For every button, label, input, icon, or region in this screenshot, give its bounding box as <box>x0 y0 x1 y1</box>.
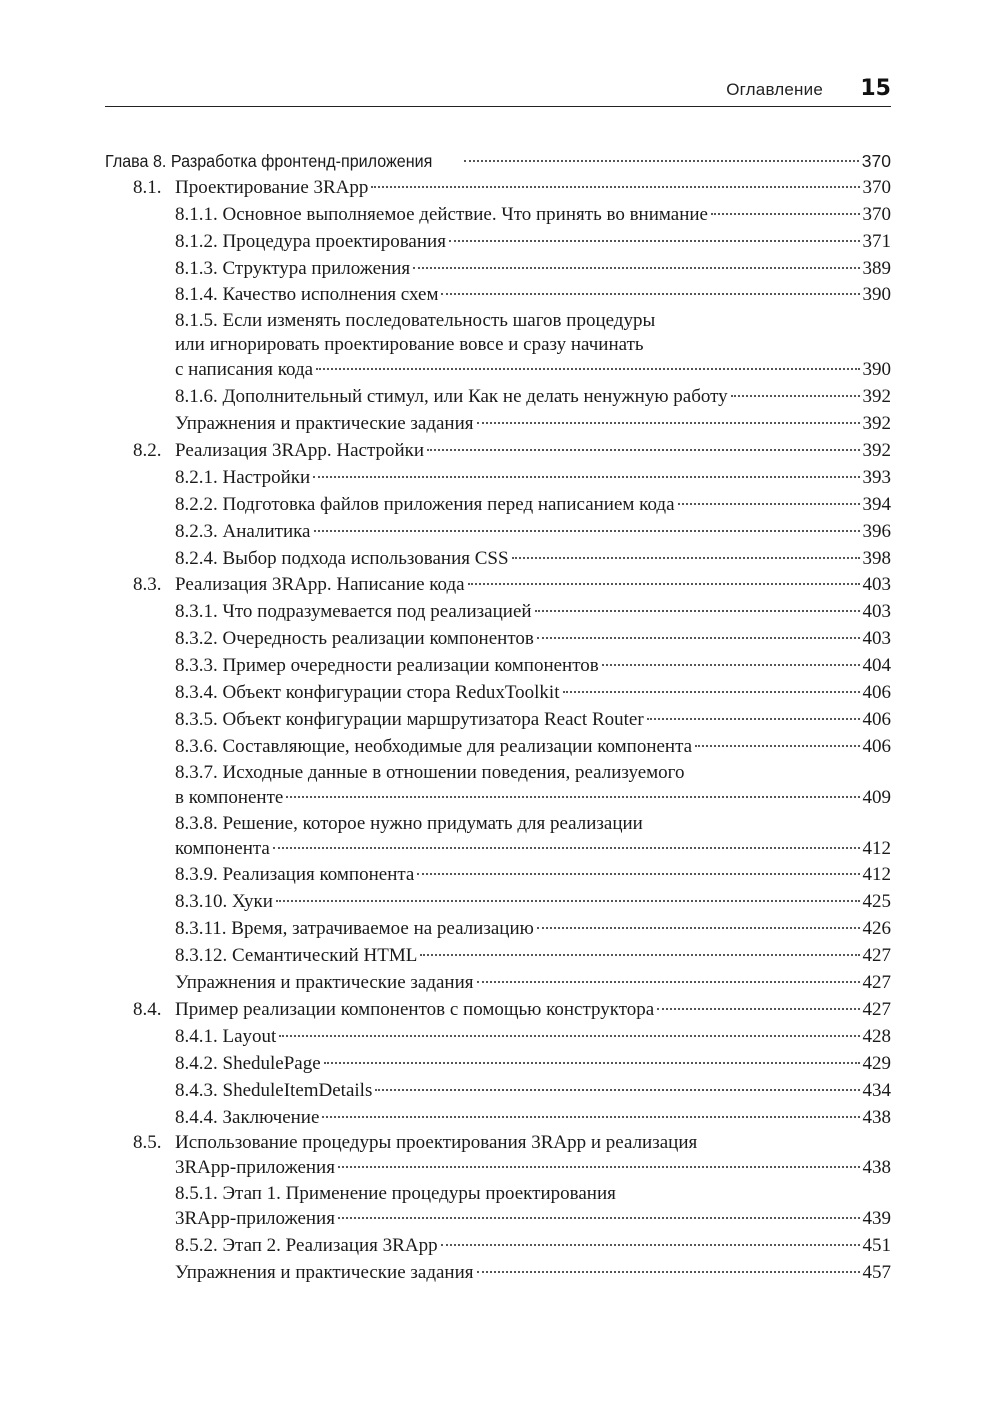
toc-entry-title: 3RApp-приложения <box>175 1208 335 1230</box>
toc-entry-title: 8.2.1. Настройки <box>175 466 311 488</box>
toc-entry-page: 394 <box>862 493 891 515</box>
toc-entry[interactable] <box>105 1105 891 1132</box>
toc-entry-page: 409 <box>862 786 891 808</box>
toc-entry[interactable] <box>105 282 891 309</box>
dot-leader <box>322 1116 859 1118</box>
toc-entry-page: 398 <box>862 547 891 569</box>
toc-entry-title: 8.2.4. Выбор подхода использования CSS <box>175 547 509 569</box>
dot-leader <box>602 664 860 666</box>
page-header <box>105 78 891 107</box>
dot-leader <box>441 1244 860 1246</box>
toc-entry[interactable] <box>105 916 891 943</box>
toc-entry[interactable] <box>105 202 891 229</box>
dot-leader <box>427 449 859 451</box>
toc-entry[interactable] <box>105 256 891 283</box>
dot-leader <box>371 186 859 188</box>
dot-leader <box>657 1008 859 1010</box>
toc-entry-title: 3RApp-приложения <box>175 1157 335 1179</box>
toc-entry-page: 426 <box>862 918 891 940</box>
toc-entry-row <box>175 411 891 438</box>
toc-entry-row <box>175 492 891 519</box>
dot-leader <box>537 637 860 639</box>
toc-entry[interactable] <box>105 943 891 970</box>
toc-entry[interactable] <box>105 734 891 761</box>
toc-entry-page: 406 <box>862 708 891 730</box>
toc-entry[interactable] <box>105 599 891 626</box>
dot-leader <box>695 745 859 747</box>
toc-entry-page: 392 <box>862 413 891 435</box>
dot-leader <box>535 610 860 612</box>
toc-entry-title-line <box>175 761 891 785</box>
dot-leader <box>647 718 860 720</box>
toc-entry-row <box>175 1233 891 1260</box>
toc-entry-row <box>175 384 891 411</box>
toc-entry-title-text: или игнорировать проектирование вовсе и сразу начинать <box>175 334 644 356</box>
toc-entry[interactable] <box>105 1078 891 1105</box>
dot-leader <box>678 503 860 505</box>
toc-entry-page: 427 <box>862 945 891 967</box>
toc-entry-title: Реализация 3RApp. Настройки <box>175 440 425 462</box>
toc-entry-row <box>175 202 891 229</box>
toc-entry[interactable] <box>105 1024 891 1051</box>
dot-leader <box>512 557 860 559</box>
toc-entry[interactable] <box>105 572 891 599</box>
toc-entry-row <box>175 229 891 256</box>
toc-entry[interactable] <box>105 148 891 175</box>
toc-entry-title-line <box>175 1182 891 1206</box>
toc-entry-page: 396 <box>862 520 891 542</box>
toc-entry-row <box>175 707 891 734</box>
toc-entry-title-line <box>133 1131 891 1155</box>
toc-entry-title: 8.3.10. Хуки <box>175 891 273 913</box>
toc-entry-title-text: 8.3.8. Решение, которое нужно придумать для реализации <box>175 812 643 834</box>
toc-entry-page: 438 <box>862 1106 891 1128</box>
toc-entry-title: Пример реализации компонентов с помощью конструктора <box>175 998 655 1020</box>
toc-entry[interactable] <box>105 1182 891 1233</box>
table-of-contents <box>105 148 891 1287</box>
toc-entry-title: 8.4.3. SheduleItemDetails <box>175 1079 373 1101</box>
toc-entry-title-line <box>175 333 891 357</box>
toc-entry-page: 406 <box>862 682 891 704</box>
toc-entry-row <box>133 175 891 202</box>
toc-entry-title: Проектирование 3RApp <box>175 176 369 198</box>
toc-entry-title: 8.3.4. Объект конфигурации стора ReduxToolkit <box>175 682 560 704</box>
toc-entry[interactable] <box>105 492 891 519</box>
toc-entry[interactable] <box>105 229 891 256</box>
dot-leader <box>477 1271 860 1273</box>
toc-entry-row <box>175 1206 891 1233</box>
toc-entry-row <box>133 997 891 1024</box>
toc-entry-row <box>175 680 891 707</box>
toc-entry-title-line <box>175 812 891 836</box>
toc-entry-page: 406 <box>862 735 891 757</box>
toc-entry-row <box>133 438 891 465</box>
toc-entry-page: 427 <box>862 972 891 994</box>
dot-leader <box>464 160 859 162</box>
toc-entry[interactable] <box>105 680 891 707</box>
toc-entry-page: 392 <box>862 440 891 462</box>
toc-entry-title: Упражнения и практические задания <box>175 972 474 994</box>
toc-entry[interactable] <box>105 411 891 438</box>
dot-leader <box>537 927 860 929</box>
toc-entry-number: 8.4. <box>133 998 162 1020</box>
toc-entry[interactable] <box>105 707 891 734</box>
toc-entry-row <box>175 1260 891 1287</box>
toc-entry-page: 438 <box>862 1157 891 1179</box>
toc-entry-page: 392 <box>862 386 891 408</box>
toc-entry[interactable] <box>105 175 891 202</box>
dot-leader <box>273 847 860 849</box>
toc-entry-title: Упражнения и практические задания <box>175 413 474 435</box>
toc-entry-page: 404 <box>862 655 891 677</box>
toc-entry-page: 457 <box>862 1262 891 1284</box>
toc-entry-page: 412 <box>862 837 891 859</box>
toc-entry-row <box>175 916 891 943</box>
toc-entry-page: 412 <box>862 864 891 886</box>
toc-entry-page: 425 <box>862 891 891 913</box>
toc-entry-row <box>175 785 891 812</box>
toc-entry-title: 8.1.4. Качество исполнения схем <box>175 284 439 306</box>
dot-leader <box>413 267 859 269</box>
dot-leader <box>477 422 860 424</box>
toc-entry-title: 8.3.1. Что подразумевается под реализацией <box>175 601 532 623</box>
dot-leader <box>449 240 860 242</box>
toc-entry-title: с написания кода <box>175 359 314 381</box>
toc-entry-page: 403 <box>862 601 891 623</box>
toc-entry-row <box>175 653 891 680</box>
dot-leader <box>477 981 860 983</box>
toc-entry[interactable] <box>105 546 891 573</box>
toc-entry-title-text: 8.3.7. Исходные данные в отношении поведения, реализуемого <box>175 761 685 783</box>
dot-leader <box>731 395 860 397</box>
toc-entry-title: 8.1.3. Структура приложения <box>175 257 411 279</box>
toc-entry-title: в компоненте <box>175 786 284 808</box>
toc-entry-page: 393 <box>862 466 891 488</box>
dot-leader <box>313 476 859 478</box>
toc-entry-title: 8.3.12. Семантический HTML <box>175 945 418 967</box>
toc-entry-number: 8.2. <box>133 440 162 462</box>
toc-entry-row <box>175 943 891 970</box>
toc-entry-row <box>133 572 891 599</box>
toc-entry-title: Глава 8. Разработка фронтенд-приложения <box>105 151 433 171</box>
toc-entry-title: 8.3.6. Составляющие, необходимые для реализации компонента <box>175 735 693 757</box>
toc-entry[interactable] <box>105 862 891 889</box>
toc-entry-number: 8.1. <box>133 176 162 198</box>
toc-entry-title: 8.4.2. ShedulePage <box>175 1052 321 1074</box>
toc-entry-row <box>175 465 891 492</box>
toc-entry-title: 8.3.3. Пример очередности реализации компонентов <box>175 655 599 677</box>
toc-entry-title: 8.2.2. Подготовка файлов приложения перед написанием кода <box>175 493 675 515</box>
toc-entry-title: 8.3.2. Очередность реализации компонентов <box>175 628 534 650</box>
toc-entry-row <box>175 734 891 761</box>
toc-entry-row <box>175 1105 891 1132</box>
toc-entry[interactable] <box>105 1051 891 1078</box>
dot-leader <box>279 1035 859 1037</box>
toc-entry-row <box>105 148 891 175</box>
toc-entry-page: 370 <box>862 203 891 225</box>
toc-entry-row <box>175 519 891 546</box>
toc-entry-page: 390 <box>862 359 891 381</box>
toc-entry[interactable] <box>105 384 891 411</box>
page-number: 15 <box>860 76 891 101</box>
toc-entry-page: 370 <box>861 151 891 171</box>
toc-entry-page: 428 <box>862 1025 891 1047</box>
toc-entry-page: 427 <box>862 998 891 1020</box>
dot-leader <box>711 213 860 215</box>
dot-leader <box>563 691 860 693</box>
toc-entry[interactable] <box>105 1233 891 1260</box>
toc-entry-title-line <box>175 309 891 333</box>
toc-entry-page: 429 <box>862 1052 891 1074</box>
toc-entry-row <box>175 599 891 626</box>
toc-entry[interactable] <box>105 465 891 492</box>
toc-entry-row <box>133 1155 891 1182</box>
toc-entry-row <box>175 970 891 997</box>
dot-leader <box>420 954 859 956</box>
dot-leader <box>316 368 859 370</box>
toc-entry-title: 8.4.1. Layout <box>175 1025 277 1047</box>
toc-entry-row <box>175 1024 891 1051</box>
toc-entry-title: 8.1.2. Процедура проектирования <box>175 230 446 252</box>
dot-leader <box>468 583 860 585</box>
toc-entry-title: 8.1.1. Основное выполняемое действие. Что принять во внимание <box>175 203 708 225</box>
toc-entry-title: 8.4.4. Заключение <box>175 1106 320 1128</box>
toc-entry-title: 8.3.9. Реализация компонента <box>175 864 415 886</box>
toc-entry-title-text: 8.5.1. Этап 1. Применение процедуры проектирования <box>175 1183 616 1205</box>
toc-entry-row <box>175 1078 891 1105</box>
toc-entry-page: 389 <box>862 257 891 279</box>
toc-entry-row <box>175 256 891 283</box>
toc-entry-row <box>175 1051 891 1078</box>
dot-leader <box>417 873 859 875</box>
toc-entry-page: 439 <box>862 1208 891 1230</box>
toc-entry[interactable] <box>105 1260 891 1287</box>
toc-entry-page: 451 <box>862 1235 891 1257</box>
dot-leader <box>324 1062 860 1064</box>
toc-entry[interactable] <box>105 812 891 863</box>
dot-leader <box>441 293 859 295</box>
dot-leader <box>375 1089 859 1091</box>
toc-entry-title: 8.5.2. Этап 2. Реализация 3RApp <box>175 1235 438 1257</box>
toc-entry-number: 8.5. <box>133 1132 162 1154</box>
toc-entry[interactable] <box>105 761 891 812</box>
toc-entry[interactable] <box>105 1131 891 1182</box>
toc-entry-title: Реализация 3RApp. Написание кода <box>175 574 465 596</box>
toc-entry[interactable] <box>105 970 891 997</box>
toc-entry-row <box>175 282 891 309</box>
toc-entry[interactable] <box>105 889 891 916</box>
dot-leader <box>314 530 860 532</box>
toc-entry-title: 8.3.5. Объект конфигурации маршрутизатора React Router <box>175 708 644 730</box>
toc-entry-page: 370 <box>862 176 891 198</box>
toc-entry-row <box>175 836 891 863</box>
toc-entry[interactable] <box>105 438 891 465</box>
toc-entry-title-text: 8.1.5. Если изменять последовательность шагов процедуры <box>175 310 656 332</box>
toc-entry-page: 371 <box>862 230 891 252</box>
toc-entry[interactable] <box>105 997 891 1024</box>
toc-entry-page: 390 <box>862 284 891 306</box>
toc-entry[interactable] <box>105 653 891 680</box>
toc-entry[interactable] <box>105 309 891 384</box>
toc-entry-page: 434 <box>862 1079 891 1101</box>
toc-entry-row <box>175 862 891 889</box>
toc-entry-title: 8.2.3. Аналитика <box>175 520 311 542</box>
toc-entry-page: 403 <box>862 628 891 650</box>
toc-entry-title-text: Использование процедуры проектирования 3RApp и реализация <box>175 1132 698 1154</box>
dot-leader <box>276 900 860 902</box>
toc-entry-row <box>175 546 891 573</box>
toc-entry-number: 8.3. <box>133 574 162 596</box>
toc-entry-row <box>175 357 891 384</box>
dot-leader <box>338 1166 860 1168</box>
toc-entry-title: 8.1.6. Дополнительный стимул, или Как не делать ненужную работу <box>175 386 728 408</box>
toc-entry-page: 403 <box>862 574 891 596</box>
toc-entry[interactable] <box>105 626 891 653</box>
toc-entry-row <box>175 889 891 916</box>
toc-entry-row <box>175 626 891 653</box>
toc-entry-title: Упражнения и практические задания <box>175 1262 474 1284</box>
dot-leader <box>286 796 859 798</box>
running-header-title: Оглавление <box>726 80 823 99</box>
toc-entry-title: компонента <box>175 837 270 859</box>
dot-leader <box>338 1217 860 1219</box>
toc-entry[interactable] <box>105 519 891 546</box>
toc-entry-title: 8.3.11. Время, затрачиваемое на реализацию <box>175 918 534 940</box>
